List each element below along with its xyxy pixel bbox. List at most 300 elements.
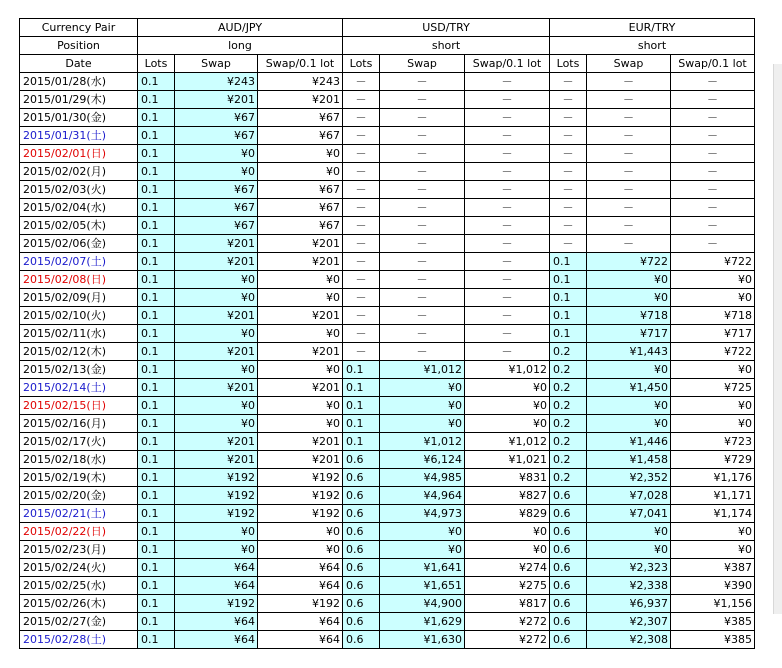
swap-per-lot-cell: ¥0 bbox=[258, 325, 343, 343]
swap-cell: ¥1,446 bbox=[587, 433, 671, 451]
swap-cell: ¥4,973 bbox=[380, 505, 465, 523]
lots-cell: － bbox=[550, 109, 587, 127]
lots-cell: 0.1 bbox=[138, 415, 175, 433]
swap-per-lot-cell: ¥0 bbox=[671, 289, 755, 307]
lots-cell: 0.1 bbox=[343, 397, 380, 415]
table-row bbox=[20, 379, 755, 397]
table-row bbox=[20, 217, 755, 235]
lots-cell: 0.1 bbox=[138, 343, 175, 361]
swap-per-lot-cell: ¥67 bbox=[258, 127, 343, 145]
swap-per-lot-cell: ¥385 bbox=[671, 631, 755, 649]
lots-cell: － bbox=[343, 109, 380, 127]
swap-per-lot-cell: ¥0 bbox=[258, 289, 343, 307]
swap-cell: － bbox=[587, 109, 671, 127]
pair-name-aud-jpy: AUD/JPY bbox=[138, 19, 343, 37]
swap-per-lot-cell: － bbox=[671, 181, 755, 199]
swap-per-lot-cell: ¥722 bbox=[671, 253, 755, 271]
swap-cell: ¥0 bbox=[175, 145, 258, 163]
swap-cell: － bbox=[587, 145, 671, 163]
swap-cell: ¥192 bbox=[175, 469, 258, 487]
swap-per-lot-cell: ¥0 bbox=[465, 415, 550, 433]
lots-cell: 0.1 bbox=[138, 523, 175, 541]
lots-cell: － bbox=[550, 163, 587, 181]
table-row bbox=[20, 577, 755, 595]
swap-per-lot-cell: ¥0 bbox=[258, 361, 343, 379]
swap-cell: － bbox=[380, 343, 465, 361]
swap-cell: － bbox=[380, 307, 465, 325]
lots-cell: 0.1 bbox=[138, 325, 175, 343]
swap-cell: ¥64 bbox=[175, 577, 258, 595]
lots-cell: － bbox=[550, 181, 587, 199]
swap-cell: ¥2,308 bbox=[587, 631, 671, 649]
swap-per-lot-cell: － bbox=[465, 343, 550, 361]
swap-table-container bbox=[19, 18, 755, 649]
swap-cell: ¥4,985 bbox=[380, 469, 465, 487]
swap-per-lot-cell: － bbox=[465, 163, 550, 181]
table-row bbox=[20, 487, 755, 505]
swap-cell: ¥201 bbox=[175, 433, 258, 451]
lots-cell: 0.2 bbox=[550, 451, 587, 469]
lots-cell: 0.1 bbox=[550, 271, 587, 289]
swap-per-lot-cell: － bbox=[465, 235, 550, 253]
lots-cell: 0.1 bbox=[138, 361, 175, 379]
swap-per-lot-cell: ¥390 bbox=[671, 577, 755, 595]
lots-cell: 0.2 bbox=[550, 433, 587, 451]
swap-cell: ¥1,450 bbox=[587, 379, 671, 397]
table-row bbox=[20, 91, 755, 109]
swap-cell: ¥6,124 bbox=[380, 451, 465, 469]
swap-cell: ¥0 bbox=[175, 397, 258, 415]
swap-cell: ¥0 bbox=[587, 397, 671, 415]
table-row bbox=[20, 433, 755, 451]
swap-per-lot-cell: ¥722 bbox=[671, 343, 755, 361]
swap-cell: ¥0 bbox=[380, 397, 465, 415]
vertical-scrollbar[interactable] bbox=[773, 64, 782, 614]
swap-cell: ¥243 bbox=[175, 73, 258, 91]
swap-cell: － bbox=[380, 73, 465, 91]
swap-cell: ¥6,937 bbox=[587, 595, 671, 613]
lots-cell: 0.1 bbox=[550, 289, 587, 307]
table-row bbox=[20, 415, 755, 433]
col-swap: Swap bbox=[587, 55, 671, 73]
swap-cell: ¥192 bbox=[175, 487, 258, 505]
swap-per-lot-cell: ¥0 bbox=[465, 541, 550, 559]
lots-cell: － bbox=[550, 127, 587, 145]
table-row bbox=[20, 199, 755, 217]
swap-cell: － bbox=[380, 145, 465, 163]
date-cell: 2015/02/02(月) bbox=[20, 163, 138, 181]
lots-cell: － bbox=[550, 217, 587, 235]
swap-per-lot-cell: ¥831 bbox=[465, 469, 550, 487]
swap-cell: ¥0 bbox=[587, 289, 671, 307]
swap-per-lot-cell: ¥1,174 bbox=[671, 505, 755, 523]
lots-cell: 0.1 bbox=[138, 577, 175, 595]
swap-per-lot-cell: － bbox=[671, 163, 755, 181]
lots-cell: 0.1 bbox=[138, 73, 175, 91]
swap-cell: ¥1,641 bbox=[380, 559, 465, 577]
swap-per-lot-cell: ¥1,012 bbox=[465, 433, 550, 451]
lots-cell: 0.1 bbox=[138, 91, 175, 109]
col-swap: Swap bbox=[175, 55, 258, 73]
swap-per-lot-cell: ¥201 bbox=[258, 343, 343, 361]
swap-cell: － bbox=[587, 91, 671, 109]
date-cell: 2015/02/04(水) bbox=[20, 199, 138, 217]
swap-cell: － bbox=[587, 199, 671, 217]
swap-cell: ¥722 bbox=[587, 253, 671, 271]
lots-cell: 0.1 bbox=[138, 181, 175, 199]
lots-cell: 0.6 bbox=[550, 631, 587, 649]
lots-cell: － bbox=[343, 181, 380, 199]
swap-cell: ¥0 bbox=[175, 523, 258, 541]
swap-cell: ¥0 bbox=[587, 541, 671, 559]
swap-per-lot-cell: ¥201 bbox=[258, 235, 343, 253]
swap-per-lot-cell: ¥0 bbox=[671, 271, 755, 289]
lots-cell: － bbox=[343, 325, 380, 343]
table-row bbox=[20, 613, 755, 631]
swap-per-lot-cell: ¥1,156 bbox=[671, 595, 755, 613]
lots-cell: 0.1 bbox=[138, 235, 175, 253]
pair-name-eur-try: EUR/TRY bbox=[550, 19, 755, 37]
swap-per-lot-cell: ¥723 bbox=[671, 433, 755, 451]
table-row bbox=[20, 181, 755, 199]
lots-cell: － bbox=[343, 289, 380, 307]
swap-cell: ¥1,630 bbox=[380, 631, 465, 649]
swap-cell: ¥67 bbox=[175, 127, 258, 145]
date-cell: 2015/02/01(日) bbox=[20, 145, 138, 163]
swap-per-lot-cell: ¥201 bbox=[258, 433, 343, 451]
lots-cell: 0.1 bbox=[138, 217, 175, 235]
lots-cell: 0.1 bbox=[138, 595, 175, 613]
lots-cell: 0.2 bbox=[550, 397, 587, 415]
swap-cell: ¥7,028 bbox=[587, 487, 671, 505]
table-row bbox=[20, 541, 755, 559]
swap-cell: ¥201 bbox=[175, 91, 258, 109]
lots-cell: － bbox=[343, 73, 380, 91]
lots-cell: 0.2 bbox=[550, 343, 587, 361]
lots-cell: － bbox=[343, 235, 380, 253]
swap-cell: ¥0 bbox=[175, 271, 258, 289]
swap-per-lot-cell: － bbox=[465, 145, 550, 163]
lots-cell: 0.1 bbox=[138, 109, 175, 127]
date-cell: 2015/02/05(木) bbox=[20, 217, 138, 235]
swap-per-lot-cell: － bbox=[465, 289, 550, 307]
swap-cell: － bbox=[587, 235, 671, 253]
swap-per-lot-cell: － bbox=[465, 73, 550, 91]
table-row bbox=[20, 505, 755, 523]
swap-per-lot-cell: ¥67 bbox=[258, 181, 343, 199]
lots-cell: 0.6 bbox=[550, 577, 587, 595]
swap-cell: ¥0 bbox=[175, 325, 258, 343]
table-row bbox=[20, 73, 755, 91]
date-cell: 2015/02/25(水) bbox=[20, 577, 138, 595]
lots-cell: 0.1 bbox=[138, 253, 175, 271]
swap-cell: ¥64 bbox=[175, 559, 258, 577]
date-cell: 2015/02/07(土) bbox=[20, 253, 138, 271]
swap-cell: ¥64 bbox=[175, 613, 258, 631]
swap-per-lot-cell: ¥1,171 bbox=[671, 487, 755, 505]
swap-per-lot-cell: ¥201 bbox=[258, 307, 343, 325]
lots-cell: 0.1 bbox=[138, 145, 175, 163]
swap-cell: － bbox=[380, 271, 465, 289]
date-cell: 2015/02/24(火) bbox=[20, 559, 138, 577]
date-cell: 2015/02/13(金) bbox=[20, 361, 138, 379]
swap-cell: － bbox=[380, 325, 465, 343]
swap-cell: ¥67 bbox=[175, 199, 258, 217]
swap-cell: ¥0 bbox=[380, 379, 465, 397]
swap-per-lot-cell: ¥0 bbox=[258, 163, 343, 181]
swap-cell: － bbox=[587, 73, 671, 91]
swap-cell: ¥1,458 bbox=[587, 451, 671, 469]
date-cell: 2015/02/14(土) bbox=[20, 379, 138, 397]
lots-cell: 0.1 bbox=[138, 433, 175, 451]
swap-cell: ¥1,012 bbox=[380, 361, 465, 379]
swap-per-lot-cell: ¥0 bbox=[465, 379, 550, 397]
swap-cell: － bbox=[380, 253, 465, 271]
swap-cell: ¥201 bbox=[175, 307, 258, 325]
date-cell: 2015/01/31(土) bbox=[20, 127, 138, 145]
swap-cell: ¥201 bbox=[175, 253, 258, 271]
position-eur-try: short bbox=[550, 37, 755, 55]
swap-cell: ¥0 bbox=[175, 361, 258, 379]
lots-cell: 0.1 bbox=[138, 127, 175, 145]
table-row bbox=[20, 397, 755, 415]
lots-cell: － bbox=[343, 271, 380, 289]
date-cell: 2015/01/29(木) bbox=[20, 91, 138, 109]
swap-cell: ¥201 bbox=[175, 235, 258, 253]
swap-per-lot-cell: ¥201 bbox=[258, 379, 343, 397]
header-row-currency-pair bbox=[20, 19, 755, 37]
swap-per-lot-cell: ¥192 bbox=[258, 595, 343, 613]
swap-per-lot-cell: ¥0 bbox=[465, 523, 550, 541]
date-cell: 2015/02/21(土) bbox=[20, 505, 138, 523]
swap-per-lot-cell: ¥387 bbox=[671, 559, 755, 577]
lots-cell: － bbox=[343, 253, 380, 271]
table-row bbox=[20, 163, 755, 181]
date-cell: 2015/02/28(土) bbox=[20, 631, 138, 649]
date-cell: 2015/02/10(火) bbox=[20, 307, 138, 325]
swap-per-lot-cell: ¥0 bbox=[258, 145, 343, 163]
swap-cell: ¥2,323 bbox=[587, 559, 671, 577]
swap-cell: － bbox=[587, 127, 671, 145]
date-cell: 2015/02/08(日) bbox=[20, 271, 138, 289]
swap-cell: － bbox=[380, 181, 465, 199]
swap-per-lot-cell: － bbox=[465, 181, 550, 199]
lots-cell: － bbox=[343, 163, 380, 181]
swap-per-lot-cell: ¥192 bbox=[258, 487, 343, 505]
swap-cell: ¥201 bbox=[175, 343, 258, 361]
swap-per-lot-cell: ¥717 bbox=[671, 325, 755, 343]
lots-cell: 0.1 bbox=[138, 631, 175, 649]
lots-cell: 0.6 bbox=[550, 541, 587, 559]
lots-cell: 0.1 bbox=[138, 559, 175, 577]
date-cell: 2015/02/20(金) bbox=[20, 487, 138, 505]
lots-cell: 0.1 bbox=[138, 451, 175, 469]
swap-cell: ¥67 bbox=[175, 217, 258, 235]
date-cell: 2015/02/06(金) bbox=[20, 235, 138, 253]
lots-cell: 0.6 bbox=[343, 613, 380, 631]
swap-per-lot-cell: ¥64 bbox=[258, 559, 343, 577]
lots-cell: 0.1 bbox=[138, 541, 175, 559]
swap-cell: － bbox=[587, 217, 671, 235]
swap-per-lot-cell: － bbox=[671, 235, 755, 253]
swap-per-lot-cell: ¥64 bbox=[258, 613, 343, 631]
swap-per-lot-cell: ¥192 bbox=[258, 505, 343, 523]
swap-per-lot-cell: － bbox=[465, 91, 550, 109]
lots-cell: － bbox=[343, 127, 380, 145]
lots-cell: － bbox=[343, 217, 380, 235]
swap-cell: ¥64 bbox=[175, 631, 258, 649]
lots-cell: 0.6 bbox=[343, 505, 380, 523]
lots-cell: 0.6 bbox=[343, 541, 380, 559]
col-swap-per-lot: Swap/0.1 lot bbox=[671, 55, 755, 73]
table-row bbox=[20, 343, 755, 361]
swap-per-lot-cell: － bbox=[465, 253, 550, 271]
table-row bbox=[20, 631, 755, 649]
table-row bbox=[20, 361, 755, 379]
date-cell: 2015/02/22(日) bbox=[20, 523, 138, 541]
swap-per-lot-cell: ¥67 bbox=[258, 109, 343, 127]
pair-name-usd-try: USD/TRY bbox=[343, 19, 550, 37]
swap-cell: ¥0 bbox=[587, 415, 671, 433]
swap-per-lot-cell: － bbox=[465, 307, 550, 325]
lots-cell: 0.6 bbox=[343, 469, 380, 487]
swap-cell: － bbox=[587, 163, 671, 181]
date-cell: 2015/02/11(水) bbox=[20, 325, 138, 343]
swap-per-lot-cell: ¥0 bbox=[465, 397, 550, 415]
swap-per-lot-cell: － bbox=[671, 145, 755, 163]
lots-cell: 0.1 bbox=[343, 379, 380, 397]
swap-cell: ¥67 bbox=[175, 109, 258, 127]
swap-cell: － bbox=[380, 127, 465, 145]
swap-cell: ¥2,338 bbox=[587, 577, 671, 595]
lots-cell: 0.1 bbox=[138, 613, 175, 631]
table-row bbox=[20, 523, 755, 541]
swap-per-lot-cell: ¥275 bbox=[465, 577, 550, 595]
swap-cell: ¥192 bbox=[175, 505, 258, 523]
swap-cell: ¥1,629 bbox=[380, 613, 465, 631]
lots-cell: － bbox=[550, 199, 587, 217]
table-row bbox=[20, 109, 755, 127]
swap-cell: － bbox=[380, 91, 465, 109]
lots-cell: 0.6 bbox=[343, 577, 380, 595]
swap-cell: ¥717 bbox=[587, 325, 671, 343]
col-swap: Swap bbox=[380, 55, 465, 73]
swap-per-lot-cell: － bbox=[465, 199, 550, 217]
swap-cell: ¥4,964 bbox=[380, 487, 465, 505]
date-cell: 2015/02/15(日) bbox=[20, 397, 138, 415]
lots-cell: 0.1 bbox=[138, 487, 175, 505]
swap-per-lot-cell: ¥67 bbox=[258, 217, 343, 235]
swap-cell: ¥0 bbox=[380, 415, 465, 433]
lots-cell: 0.1 bbox=[550, 307, 587, 325]
swap-per-lot-cell: ¥1,176 bbox=[671, 469, 755, 487]
swap-cell: ¥1,443 bbox=[587, 343, 671, 361]
swap-per-lot-cell: － bbox=[465, 217, 550, 235]
lots-cell: 0.1 bbox=[138, 397, 175, 415]
swap-cell: ¥0 bbox=[587, 523, 671, 541]
lots-cell: 0.6 bbox=[343, 487, 380, 505]
lots-cell: 0.6 bbox=[343, 523, 380, 541]
swap-cell: ¥0 bbox=[587, 361, 671, 379]
table-row bbox=[20, 325, 755, 343]
swap-per-lot-cell: － bbox=[671, 91, 755, 109]
lots-cell: 0.1 bbox=[550, 253, 587, 271]
col-lots: Lots bbox=[138, 55, 175, 73]
swap-per-lot-cell: ¥1,021 bbox=[465, 451, 550, 469]
lots-cell: 0.6 bbox=[550, 505, 587, 523]
date-label: Date bbox=[20, 55, 138, 73]
lots-cell: 0.1 bbox=[138, 271, 175, 289]
lots-cell: 0.2 bbox=[550, 469, 587, 487]
swap-cell: ¥201 bbox=[175, 451, 258, 469]
swap-per-lot-cell: － bbox=[671, 217, 755, 235]
lots-cell: 0.1 bbox=[343, 361, 380, 379]
lots-cell: 0.1 bbox=[138, 469, 175, 487]
header-row-position bbox=[20, 37, 755, 55]
lots-cell: 0.6 bbox=[550, 595, 587, 613]
swap-per-lot-cell: － bbox=[465, 325, 550, 343]
lots-cell: － bbox=[343, 145, 380, 163]
swap-cell: ¥0 bbox=[175, 289, 258, 307]
lots-cell: 0.1 bbox=[138, 379, 175, 397]
swap-per-lot-cell: － bbox=[465, 271, 550, 289]
lots-cell: 0.1 bbox=[343, 433, 380, 451]
swap-per-lot-cell: － bbox=[671, 73, 755, 91]
date-cell: 2015/01/30(金) bbox=[20, 109, 138, 127]
swap-cell: ¥0 bbox=[380, 523, 465, 541]
swap-per-lot-cell: ¥0 bbox=[671, 541, 755, 559]
table-row bbox=[20, 307, 755, 325]
swap-per-lot-cell: ¥827 bbox=[465, 487, 550, 505]
date-cell: 2015/02/23(月) bbox=[20, 541, 138, 559]
lots-cell: 0.1 bbox=[550, 325, 587, 343]
table-row bbox=[20, 235, 755, 253]
swap-per-lot-cell: ¥192 bbox=[258, 469, 343, 487]
swap-per-lot-cell: ¥274 bbox=[465, 559, 550, 577]
header-row-columns bbox=[20, 55, 755, 73]
lots-cell: － bbox=[343, 343, 380, 361]
date-cell: 2015/02/17(火) bbox=[20, 433, 138, 451]
swap-cell: ¥0 bbox=[175, 415, 258, 433]
swap-cell: ¥4,900 bbox=[380, 595, 465, 613]
swap-cell: ¥201 bbox=[175, 379, 258, 397]
lots-cell: － bbox=[550, 73, 587, 91]
swap-cell: ¥0 bbox=[175, 541, 258, 559]
swap-per-lot-cell: ¥272 bbox=[465, 613, 550, 631]
swap-per-lot-cell: ¥0 bbox=[258, 415, 343, 433]
swap-per-lot-cell: － bbox=[671, 109, 755, 127]
date-cell: 2015/02/19(木) bbox=[20, 469, 138, 487]
date-cell: 2015/02/27(金) bbox=[20, 613, 138, 631]
swap-per-lot-cell: ¥725 bbox=[671, 379, 755, 397]
table-row bbox=[20, 451, 755, 469]
date-cell: 2015/02/18(水) bbox=[20, 451, 138, 469]
swap-per-lot-cell: － bbox=[465, 127, 550, 145]
swap-per-lot-cell: ¥829 bbox=[465, 505, 550, 523]
swap-cell: － bbox=[380, 235, 465, 253]
table-row bbox=[20, 595, 755, 613]
col-lots: Lots bbox=[550, 55, 587, 73]
lots-cell: 0.6 bbox=[550, 613, 587, 631]
lots-cell: 0.1 bbox=[138, 307, 175, 325]
position-aud-jpy: long bbox=[138, 37, 343, 55]
swap-cell: ¥0 bbox=[175, 163, 258, 181]
table-row bbox=[20, 469, 755, 487]
swap-per-lot-cell: ¥718 bbox=[671, 307, 755, 325]
swap-cell: ¥192 bbox=[175, 595, 258, 613]
swap-cell: ¥0 bbox=[587, 271, 671, 289]
date-cell: 2015/02/12(木) bbox=[20, 343, 138, 361]
